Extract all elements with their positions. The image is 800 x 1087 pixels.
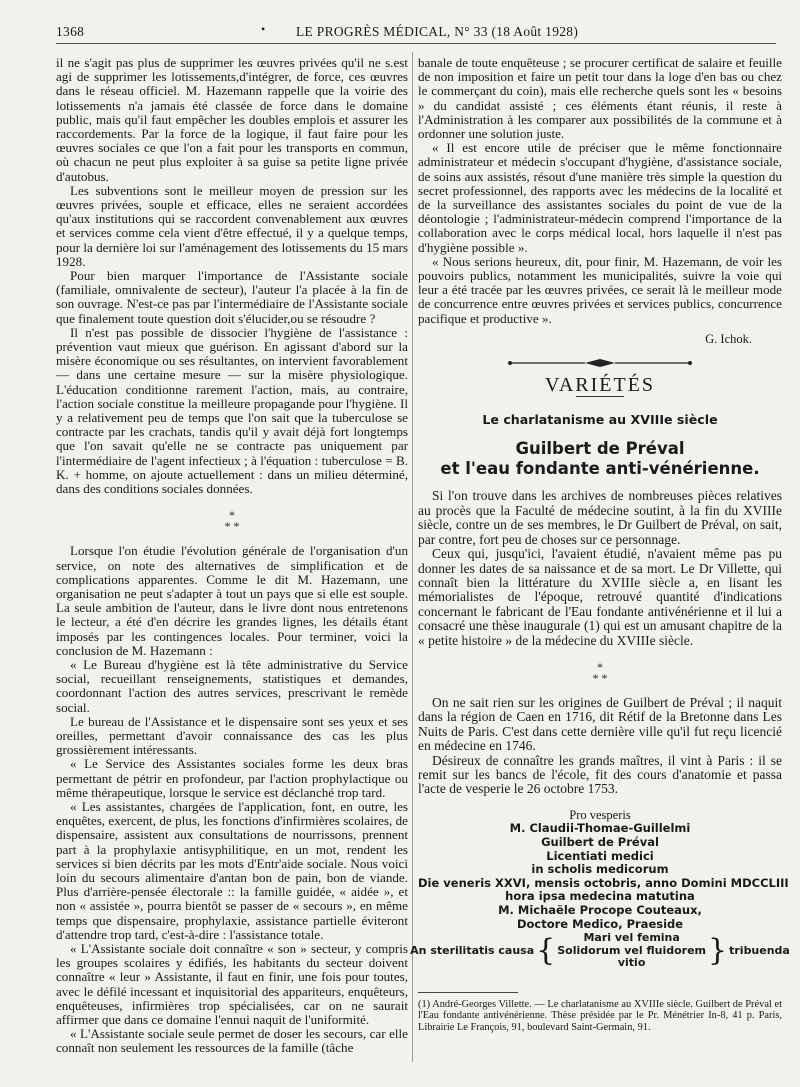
footnote-rule <box>418 992 518 993</box>
latin-line: Guilbert de Préval <box>541 834 659 849</box>
header-dot: • <box>261 22 266 36</box>
paragraph: Lorsque l'on étudie l'évolution générale de l'organisation d'un service, on note des alternatives de simplification et de complications apparentes. Comme le dit M. Hazemann, une organisation ne peut s'adapter à tout un pays que si elle est souple. La seule ambition de l'auteur, dans le livre dont nous entretenons le lecteur, a été d'en décrire les grandes lignes, les détails étant imposés par les contingences locales. Pour terminer, voici la conclusion de M. Hazemann : <box>56 543 408 658</box>
quote-paragraph: « Le Bureau d'hygiène est là tête administrative du Service social, recueillant renseignements, statistiques et demandes, coordonnant l'action des autres services, prescrivant le remède social. <box>56 656 408 715</box>
journal-title: LE PROGRÈS MÉDICAL, N° 33 (18 Août 1928) <box>296 24 579 39</box>
paragraph: Ceux qui, jusqu'ici, l'avaient étudié, n'avaient même pas pu donner les dates de sa naissance et de sa mort. Le Dr Villette, qui connaît bien la littérature du XVIIIe siècle a, en lisant les mémorialistes de l'époque, retrouvé quantité d'indications concernant le fabricant de l'Eau fondante antivénérienne et il lui a consacré une thèse inaugurale (1) qui est un amusant chapitre de la « petite histoire » de la médecine du XVIIIe siècle. <box>418 546 782 648</box>
triad-option: Solidorum vel fluidorem <box>557 943 707 957</box>
right-brace-icon: } <box>708 932 728 968</box>
page-number: 1368 <box>56 24 85 39</box>
paragraph: il ne s'agit pas plus de supprimer les œuvres privées qu'il ne s.est agi de supprimer les lotissements,d'intégrer, de force, ces œuvres dans le réseau officiel. M. Hazemann rappelle que la voirie des lotissements n'a jamais été classée de force dans le domaine public, mais qu'il faut empêcher les doubles emplois et assurer les raccordements. Par la force de la logique, il faut faire pour les œuvres sociales ce que l'on a fait pour les transports en commun, où chacun ne peut plus exploiter à sa guise sa petite ligne privée d'autobus. <box>56 55 408 184</box>
latin-line: in scholis medicorum <box>531 862 669 877</box>
latin-line: Pro vesperis <box>569 807 631 822</box>
latin-line: Licentiati medici <box>546 848 654 863</box>
triad-options <box>557 932 706 970</box>
page-header <box>56 20 776 42</box>
quote-paragraph: « Les assistantes, chargées de l'application, font, en outre, les enquêtes, exercent, de plus, les fonctions d'infirmières scolaires, de dispensaire, assistent aux consultations de nourrissons, prennent part à la prophylaxie antisyphilitique, en un mot, rendent les services si bien décrits par les mots d'Entr'aide sociale. Nous voici loin du secours alimentaire d'antan bon de pain, bon de viande. Plus d'arrière-pensée électorale :: la famille guidée, « aidée », et non « assistée », pourra bientôt se passer de « secours », en même temps que dispensaire, prophylaxie, assistance partielle éviteront d'attendre trop tard, c'est-à-dire : l'assistance totale. <box>56 798 408 942</box>
headline-line: Guilbert de Préval <box>515 439 685 459</box>
ornament-divider-icon <box>500 356 700 370</box>
latin-thesis-block <box>410 807 790 970</box>
column-divider <box>412 52 413 1062</box>
footnote: (1) André-Georges Villette. — Le charlatanisme au XVIIIe siècle. Guilbert de Préval et l'Eau fondante antivénérienne. Thèse présidée par le Pr. Ménétrier In-8, 41 p. Paris, Librairie Le François, 91, boulevard Saint-Germain, 91. <box>418 998 782 1033</box>
section-rule <box>576 396 624 397</box>
quote-paragraph: « L'Assistante sociale doit connaître « son » secteur, y compris les groupes scolaires y édifiés, les habitants du secteur doivent connaître « leur » Assistante, il faut en finir, une fois pour toutes, avec le défilé incessant et inquisitorial des appariteurs, enquêteurs, enquêteuses, infirmières trop spécialisées, car on ne saurait affirmer que dans ce domaine l'ennui naquit de l'uniformité. <box>56 940 408 1027</box>
paragraph: Pour bien marquer l'importance de l'Assistante sociale (familiale, omnivalente de secteur), l'auteur l'a placée à la fin de son ouvrage. N'est-ce pas par l'intermédiaire de l'Assistante sociale que finalement toute question doit s'élucider,ou se résoudre ? <box>56 268 408 326</box>
triad-option: vitio <box>617 956 646 970</box>
left-brace-icon: { <box>536 932 556 968</box>
section-title: VARIÉTÉS <box>544 374 656 397</box>
quote-paragraph: Le bureau de l'Assistance et le dispensaire sont ses yeux et ses oreilles, permettant d'avoir connaissance des cas les plus grossièrement intéressants. <box>56 713 408 758</box>
latin-line: M. Michaële Procope Couteaux, <box>498 902 702 917</box>
paragraph: Il n'est pas possible de dissocier l'hygiène de l'assistance : prévention vaut mieux que guérison. En agissant d'abord sur la misère économique ou ses résultantes, on intervient favorablement — dans une certaine mesure — sur la misère physiologique. L'éducation conditionne rarement l'action, mais, au contraire, l'action sociale constitue la meilleure propagande pour l'hygiène. Il y a relativement peu de temps que l'on sait que la tuberculose se contracte par les crachats, tandis qu'il y avait déjà fort longtemps que l'on savait qu'elle ne se contracte pas uniquement par l'intermédiaire de l'agent infectieux ; à l'équation : tuberculose = B. K. + homme, on ajoute actuellement : dans un milieu déterminé, dans des conditions sociales données. <box>56 324 408 497</box>
paragraph: Les subventions sont le meilleur moyen de pression sur les œuvres privées, souple et efficace, elles ne seraient accordées qu'aux institutions qui se raccordent convenablement aux œuvres et services comme cela vient d'être effectué, il y a quelque temps, pour la dernière loi sur l'aménagement des lotissements du 15 mars 1928. <box>56 182 408 269</box>
latin-line: hora ipsa medecina matutina <box>505 889 695 904</box>
article-headline <box>418 439 782 479</box>
latin-line: Doctore Medico, Praeside <box>516 916 684 931</box>
latin-line: Die veneris XXVI, mensis octobris, anno Domini MDCCLIII <box>418 875 789 890</box>
quote-paragraph: « Il est encore utile de préciser que le même fonctionnaire administrateur et médecin s'occupant d'hygiène, d'assistance sociale, de soins aux assistés, résout d'une manière très simple la question du secret professionnel, des rapports avec les médecins de la localité et de la surveillance des assistantes sociales du point de vue de la déontologie ; l'administrateur-médecin comprend l'importance de la collaboration avec le corps médical local, hors laquelle il n'est pas d'hygiène possible ». <box>418 140 782 255</box>
paragraph: On ne sait rien sur les origines de Guilbert de Préval ; il naquit dans la région de Caen en 1716, dit Rétif de la Bretonne dans Les Nuits de Paris. C'est dans cette dernière ville qu'il fut reçu licencié en médecine en 1746. <box>418 694 782 754</box>
latin-triad <box>410 931 790 970</box>
headline-line: et l'eau fondante anti-vénérienne. <box>440 459 760 479</box>
article-subtitle: Le charlatanisme au XVIIIe siècle <box>482 412 718 428</box>
triad-right: tribuenda <box>729 943 790 957</box>
author-signature: G. Ichok. <box>705 331 752 346</box>
quote-paragraph: « L'Assistante sociale seule permet de doser les secours, car elle connaît non seulement les ressources de la famille (tâche <box>56 1026 408 1056</box>
latin-line: M. Claudii-Thomae-Guillelmi <box>509 821 691 836</box>
paragraph: banale de toute enquêteuse ; se procurer certificat de salaire et feuille de non imposition et faire un petit tour dans la loge d'en bas ou chez le commerçant du coin), mais elle recherche quels sont les « besoins » du candidat assisté ; ces éléments étant réunis, il reste à l'Administration à les comparer aux possibilités de la commune et à ordonner une solution juste. <box>418 55 782 142</box>
quote-paragraph: « Le Service des Assistantes sociales forme les deux bras permettant de pétrir en profondeur, par l'action prophylactique ou même thérapeutique, lorsque le service est déclanché trop tard. <box>56 756 408 800</box>
triad-left: An sterilitatis causa <box>410 943 535 957</box>
section-stars: * * * <box>592 659 608 685</box>
right-column <box>410 55 790 1033</box>
quote-paragraph: « Nous serions heureux, dit, pour finir, M. Hazemann, de voir les pouvoirs publics, notamment les municipalités, suivre la voie qui leur a été tracée par les œuvres privées, ce serait là le meilleur mode de concurrence entre œuvres privées et services publics, concurrence pacifique et productive ». <box>418 253 782 326</box>
triad-option: Mari vel femina <box>583 931 680 945</box>
paragraph: Si l'on trouve dans les archives de nombreuses pièces relatives au procès que la Faculté de médecine soutint, à la fin du XVIIIe siècle, contre un de ses membres, le Dr Guilbert de Préval, on sait, par contre, fort peu de choses sur ce personnage. <box>418 488 782 547</box>
paragraph: Désireux de connaître les grands maîtres, il vint à Paris : il se remit sur les bancs de l'école, fit des cours d'anatomie et passa l'acte de vesperie le 26 octobre 1753. <box>418 752 782 797</box>
header-rule <box>56 43 776 44</box>
left-column <box>56 56 408 1056</box>
section-stars: * * * <box>224 508 240 534</box>
